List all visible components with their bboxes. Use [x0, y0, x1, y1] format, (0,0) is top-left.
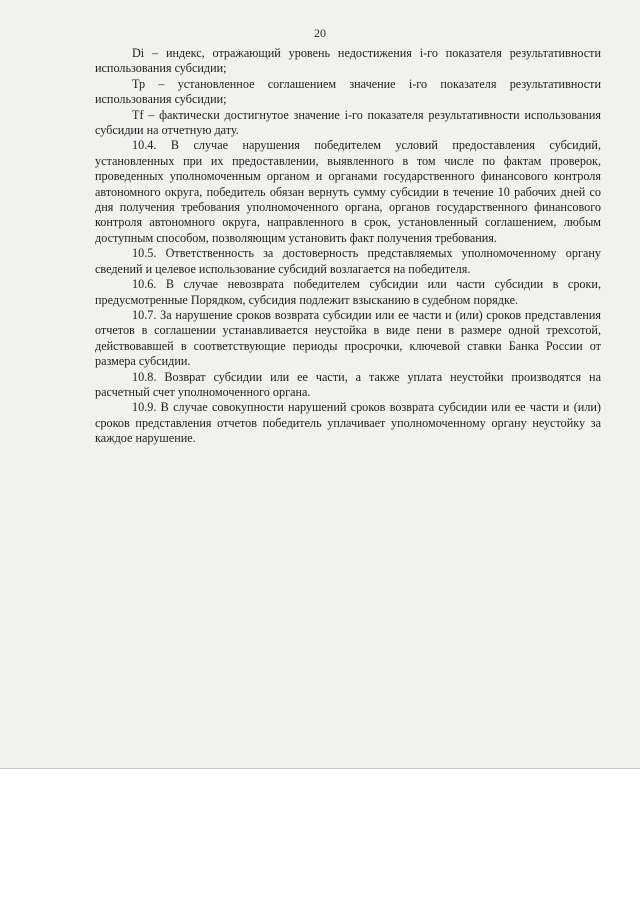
paragraph-10-6: 10.6. В случае невозврата победителем субсидии или части субсидии в сроки, предусмотренные Порядком, субсидия подлежит взысканию в судебном порядке. — [95, 277, 601, 307]
paragraph-10-5: 10.5. Ответственность за достоверность представляемых уполномоченному органу сведений и целевое использование субсидий возлагается на победителя. — [95, 246, 601, 276]
paragraph-di-definition: Di – индекс, отражающий уровень недостижения i-го показателя результативности использования субсидии; — [95, 46, 601, 76]
document-body — [95, 46, 601, 447]
paragraph-10-8: 10.8. Возврат субсидии или ее части, а также уплата неустойки производятся на расчетный счет уполномоченного органа. — [95, 369, 601, 399]
paragraph-10-9: 10.9. В случае совокупности нарушений сроков возврата субсидии или ее части и (или) сроков представления отчетов победитель уплачивает уполномоченному органу неустойку за каждое нарушение. — [95, 400, 601, 446]
page-number: 20 — [314, 26, 326, 40]
paragraph-10-4: 10.4. В случае нарушения победителем условий предоставления субсидий, установленных при их предоставлении, выявленного в том числе по фактам проверок, проведенных уполномоченным органом и органами государственного финансового контроля автономного округа, победитель обязан вернуть сумму субсидии в течение 10 рабочих дней со дня получения требования уполномоченного органа, органов государственного финансового контроля автономного округа, направленного в срок, установленный соглашением, любым доступным способом, позволяющим установить факт получения требования. — [95, 138, 601, 245]
paragraph-tp-definition: Тр – установленное соглашением значение i-го показателя результативности использования субсидии; — [95, 76, 601, 107]
paragraph-tf-definition: Tf – фактически достигнутое значение i-го показателя результативности использования субсидии на отчетную дату. — [95, 107, 601, 138]
paragraph-10-7: 10.7. За нарушение сроков возврата субсидии или ее части и (или) сроков представления отчетов в соглашении устанавливается неустойка в виде пени в размере одной трехсотой, действовавшей в соответствующие периоды просрочки, ключевой ставки Банка России от размера субсидии. — [95, 307, 601, 369]
